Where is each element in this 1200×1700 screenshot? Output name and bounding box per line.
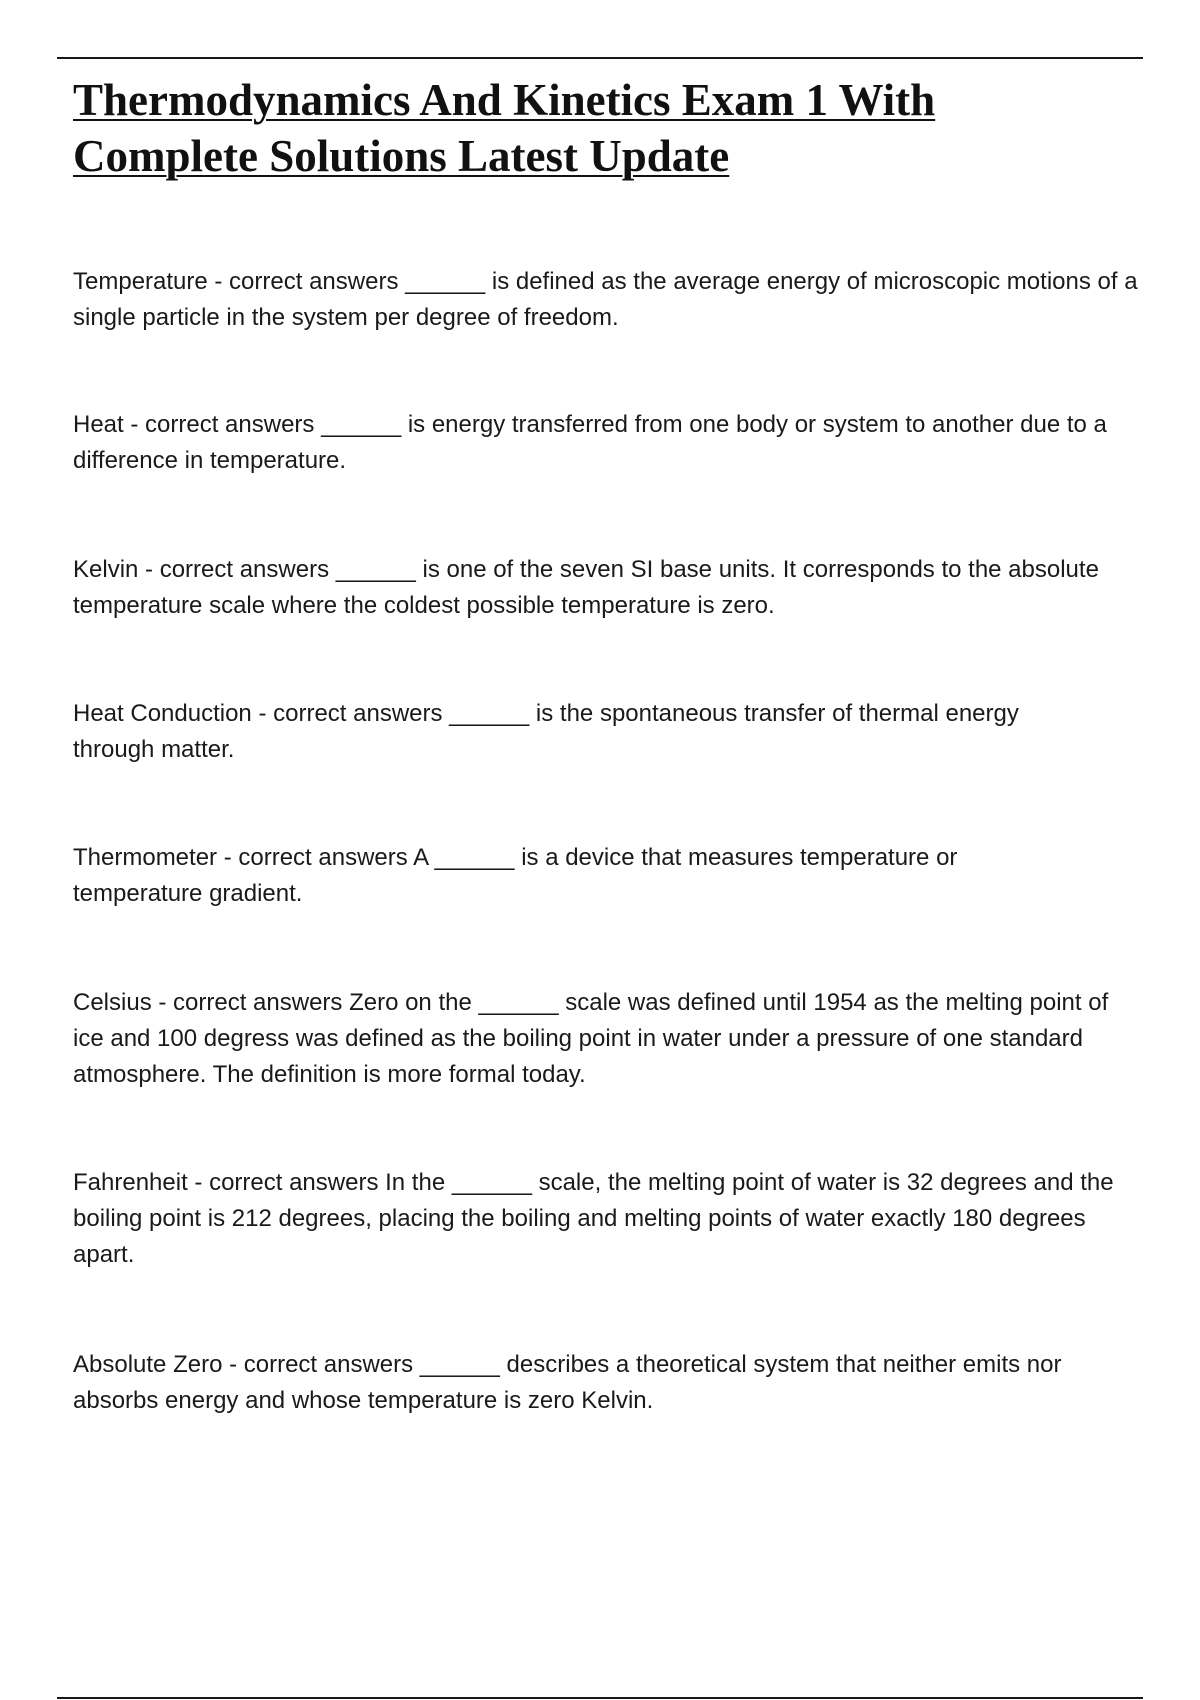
qa-entry-heat: Heat - correct answers ______ is energy transferred from one body or system to another due to a difference in temperature.	[73, 411, 1107, 474]
qa-entry-kelvin: Kelvin - correct answers ______ is one of the seven SI base units. It corresponds to the absolute temperature scale where the coldest possible temperature is zero.	[73, 556, 1099, 619]
qa-entry-temperature: Temperature - correct answers ______ is defined as the average energy of microscopic motions of a single particle in the system per degree of freedom.	[73, 268, 1138, 331]
qa-entry-absolute-zero: Absolute Zero - correct answers ______ describes a theoretical system that neither emits nor absorbs energy and whose temperature is zero Kelvin.	[73, 1351, 1062, 1414]
title-line-2: Complete Solutions Latest Update	[73, 131, 730, 181]
page-title	[73, 72, 1133, 184]
qa-entry-fahrenheit: Fahrenheit - correct answers In the ______ scale, the melting point of water is 32 degrees and the boiling point is 212 degrees, placing the boiling and melting points of water exactly 180 degrees apart.	[73, 1169, 1114, 1268]
top-divider	[57, 57, 1143, 59]
bottom-divider	[57, 1697, 1143, 1699]
qa-entry-celsius: Celsius - correct answers Zero on the ______ scale was defined until 1954 as the melting point of ice and 100 degress was defined as the boiling point in water under a pressure of one standard atmosphere. The definition is more formal today.	[73, 989, 1109, 1088]
qa-entry-heat-conduction: Heat Conduction - correct answers ______ is the spontaneous transfer of thermal energy through matter.	[73, 700, 1019, 763]
qa-entry-thermometer: Thermometer - correct answers A ______ is a device that measures temperature or temperature gradient.	[73, 844, 958, 907]
title-line-1: Thermodynamics And Kinetics Exam 1 With	[73, 75, 936, 125]
